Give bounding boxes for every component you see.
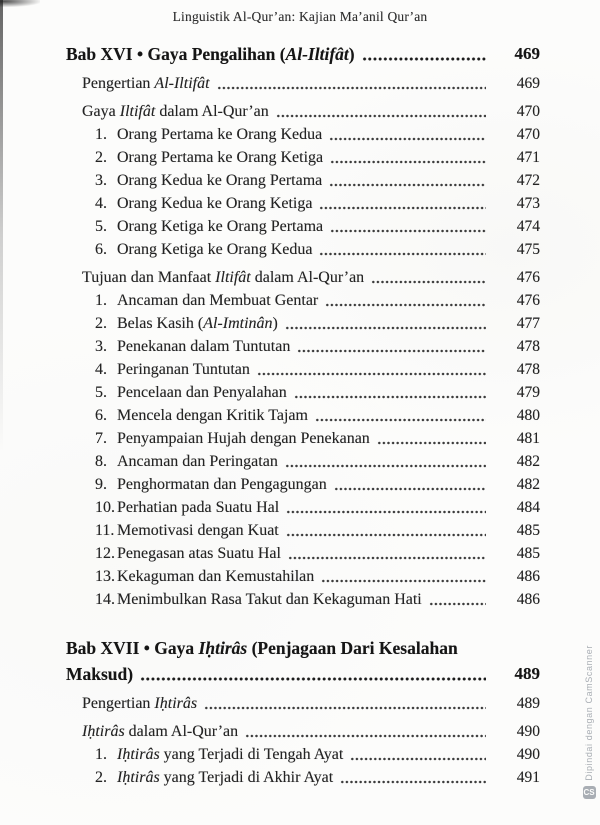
page-number: 472: [516, 172, 540, 189]
toc-entry-label: Perhatian pada Suatu Hal: [117, 499, 280, 516]
toc-entry-label: Pengertian Iḥtirâs: [82, 695, 198, 712]
dot-leader: [297, 349, 486, 353]
toc-row: [66, 41, 540, 67]
dot-leader: [329, 183, 486, 187]
toc-row: [66, 289, 540, 312]
toc-entry-label: Iḥtirâs yang Terjadi di Akhir Ayat: [117, 769, 334, 786]
page-number: 485: [516, 545, 540, 562]
toc-entry-label: Orang Ketiga ke Orang Pertama: [117, 218, 324, 235]
toc-item-number: 5.: [95, 218, 107, 235]
toc-entry-label: Iḥtirâs yang Terjadi di Tengah Ayat: [117, 746, 344, 763]
toc-row: [66, 427, 540, 450]
dot-leader: [319, 252, 486, 256]
page-number: 476: [516, 292, 540, 309]
toc-item-number: 4.: [95, 361, 107, 378]
scan-edge-shadow: [0, 0, 3, 470]
toc-row: [66, 565, 540, 588]
toc-entry-label: Gaya Iltifât dalam Al-Qur’an: [82, 103, 269, 120]
page-number: 481: [516, 430, 540, 447]
toc-entry-label: Iḥtirâs dalam Al-Qur’an: [82, 723, 239, 740]
dot-leader: [325, 303, 486, 307]
toc-item-number: 7.: [95, 430, 107, 447]
dot-leader: [329, 137, 486, 141]
dot-leader: [350, 757, 486, 761]
toc-entry-label: Bab XVII • Gaya Iḥtirâs (Penjagaan Dari Kesalahan: [66, 638, 458, 658]
toc-entry-label: Maksud): [66, 664, 134, 684]
dot-leader: [319, 206, 486, 210]
page-number: 490: [516, 746, 540, 763]
toc-row: [66, 123, 540, 146]
dot-leader: [321, 579, 486, 583]
toc-row: [66, 312, 540, 335]
dot-leader: [340, 780, 486, 784]
dot-leader: [315, 418, 486, 422]
toc-row: [66, 588, 540, 611]
page-number: 485: [516, 522, 540, 539]
toc-entry-label: Belas Kasih (Al-Imtinân): [117, 315, 278, 332]
toc-entry-label: Orang Pertama ke Orang Ketiga: [117, 149, 324, 166]
toc-item-number: 6.: [95, 407, 107, 424]
toc-row: [66, 266, 540, 289]
page-number: 478: [516, 361, 540, 378]
page-number: 479: [516, 384, 540, 401]
page-number: 476: [516, 269, 540, 286]
toc-row: [66, 404, 540, 427]
toc-entry-label: Mencela dengan Kritik Tajam: [117, 407, 308, 424]
toc-entry-label: Ancaman dan Peringatan: [117, 453, 278, 470]
toc-row: [66, 450, 540, 473]
toc-row: [66, 519, 540, 542]
page-number: 484: [516, 499, 540, 516]
toc-entry-label: Bab XVI • Gaya Pengalihan (Al-Iltifât): [66, 44, 355, 64]
toc-item-number: 2.: [95, 315, 107, 332]
page-number: 471: [516, 149, 540, 166]
toc-row: [66, 146, 540, 169]
toc-entry-label: Pencelaan dan Penyalahan: [117, 384, 287, 401]
toc-entry-label: Penekanan dalam Tuntutan: [117, 338, 291, 355]
dot-leader: [334, 487, 486, 491]
page-number: 480: [516, 407, 540, 424]
dot-leader: [276, 114, 486, 118]
page-number: 486: [516, 568, 540, 585]
dot-leader: [286, 533, 486, 537]
page-number: 473: [516, 195, 540, 212]
page-header-title: Linguistik Al-Qur’an: Kajian Ma’anil Qur’an: [172, 9, 428, 24]
dot-leader: [245, 734, 486, 738]
toc-row: [66, 169, 540, 192]
page-number: 478: [516, 338, 540, 355]
toc-item-number: 3.: [95, 338, 107, 355]
toc-entry-label: Penghormatan dan Pengagungan: [117, 476, 327, 493]
toc-row: [66, 692, 540, 715]
toc-item-number: 8.: [95, 453, 107, 470]
toc-row: [66, 381, 540, 404]
page-number: 469: [516, 75, 540, 92]
camscanner-watermark: [580, 645, 598, 799]
page-number: 482: [516, 476, 540, 493]
toc-row: [66, 192, 540, 215]
page-number: 475: [516, 241, 540, 258]
toc-item-number: 10.: [95, 499, 115, 516]
dot-leader: [286, 510, 486, 514]
toc-entry-label: Ancaman dan Membuat Gentar: [117, 292, 319, 309]
dot-leader: [371, 280, 486, 284]
toc-item-number: 3.: [95, 172, 107, 189]
page-number: 486: [516, 591, 540, 608]
toc-row: [66, 100, 540, 123]
toc-item-number: 11.: [95, 522, 115, 539]
dot-leader: [285, 464, 486, 468]
page-number: 477: [516, 315, 540, 332]
toc-row: [66, 766, 540, 789]
toc-item-number: 2.: [95, 149, 107, 166]
toc-item-number: 5.: [95, 384, 107, 401]
toc-entry-label: Orang Ketiga ke Orang Kedua: [117, 241, 313, 258]
toc-row: [66, 720, 540, 743]
toc-row: [66, 238, 540, 261]
dot-leader: [288, 556, 486, 560]
toc-item-number: 12.: [95, 545, 115, 562]
page-number: 489: [514, 664, 540, 683]
page-number: 469: [514, 44, 540, 63]
dot-leader: [204, 706, 486, 710]
toc-row: [66, 635, 540, 661]
toc-entry-label: Penegasan atas Suatu Hal: [117, 545, 281, 562]
dot-leader: [294, 395, 486, 399]
page-number: 482: [516, 453, 540, 470]
dot-leader: [257, 372, 486, 376]
dot-leader: [330, 160, 486, 164]
page-number: 491: [516, 769, 540, 786]
dot-leader: [377, 441, 486, 445]
toc-row: [66, 473, 540, 496]
toc-entry-label: Kekaguman dan Kemustahilan: [117, 568, 315, 585]
toc-item-number: 14.: [95, 591, 115, 608]
page-number: 490: [516, 723, 540, 740]
toc-item-number: 4.: [95, 195, 107, 212]
toc-row: [66, 542, 540, 565]
toc-entry-label: Tujuan dan Manfaat Iltifât dalam Al-Qur’an: [82, 269, 365, 286]
page-number: 489: [516, 695, 540, 712]
toc-row: [66, 496, 540, 519]
scan-corner-smudge: [0, 0, 40, 7]
dot-leader: [285, 326, 486, 330]
toc-item-number: 13.: [95, 568, 115, 585]
toc-item-number: 6.: [95, 241, 107, 258]
toc-entry-label: Penyampaian Hujah dengan Penekanan: [117, 430, 370, 447]
toc-item-number: 1.: [95, 292, 107, 309]
toc-item-number: 9.: [95, 476, 107, 493]
toc-row: [66, 335, 540, 358]
toc-entry-label: Pengertian Al-Iltifât: [82, 75, 210, 92]
page-number: 474: [516, 218, 540, 235]
dot-leader: [362, 57, 486, 61]
dot-leader: [140, 677, 486, 681]
toc-row: [66, 661, 540, 687]
toc-entry-label: Menimbulkan Rasa Takut dan Kekaguman Hati: [117, 591, 422, 608]
toc-entry-label: Memotivasi dengan Kuat: [117, 522, 279, 539]
toc-item-number: 2.: [95, 769, 107, 786]
dot-leader: [217, 86, 486, 90]
toc-row: [66, 72, 540, 95]
toc-entry-label: Peringanan Tuntutan: [117, 361, 250, 378]
toc-entry-label: Orang Kedua ke Orang Pertama: [117, 172, 323, 189]
camscanner-watermark-text: Dipindai dengan CamScanner: [584, 645, 594, 781]
toc-row: [66, 358, 540, 381]
dot-leader: [330, 229, 486, 233]
toc-item-number: 1.: [95, 746, 107, 763]
page-number: 470: [516, 103, 540, 120]
table-of-contents: [0, 41, 600, 789]
page-number: 470: [516, 126, 540, 143]
camscanner-logo-icon: CS: [583, 788, 595, 797]
toc-entry-label: Orang Pertama ke Orang Kedua: [117, 126, 323, 143]
dot-leader: [429, 602, 486, 606]
toc-entry-label: Orang Kedua ke Orang Ketiga: [117, 195, 313, 212]
toc-item-number: 1.: [95, 126, 107, 143]
toc-row: [66, 743, 540, 766]
toc-row: [66, 215, 540, 238]
